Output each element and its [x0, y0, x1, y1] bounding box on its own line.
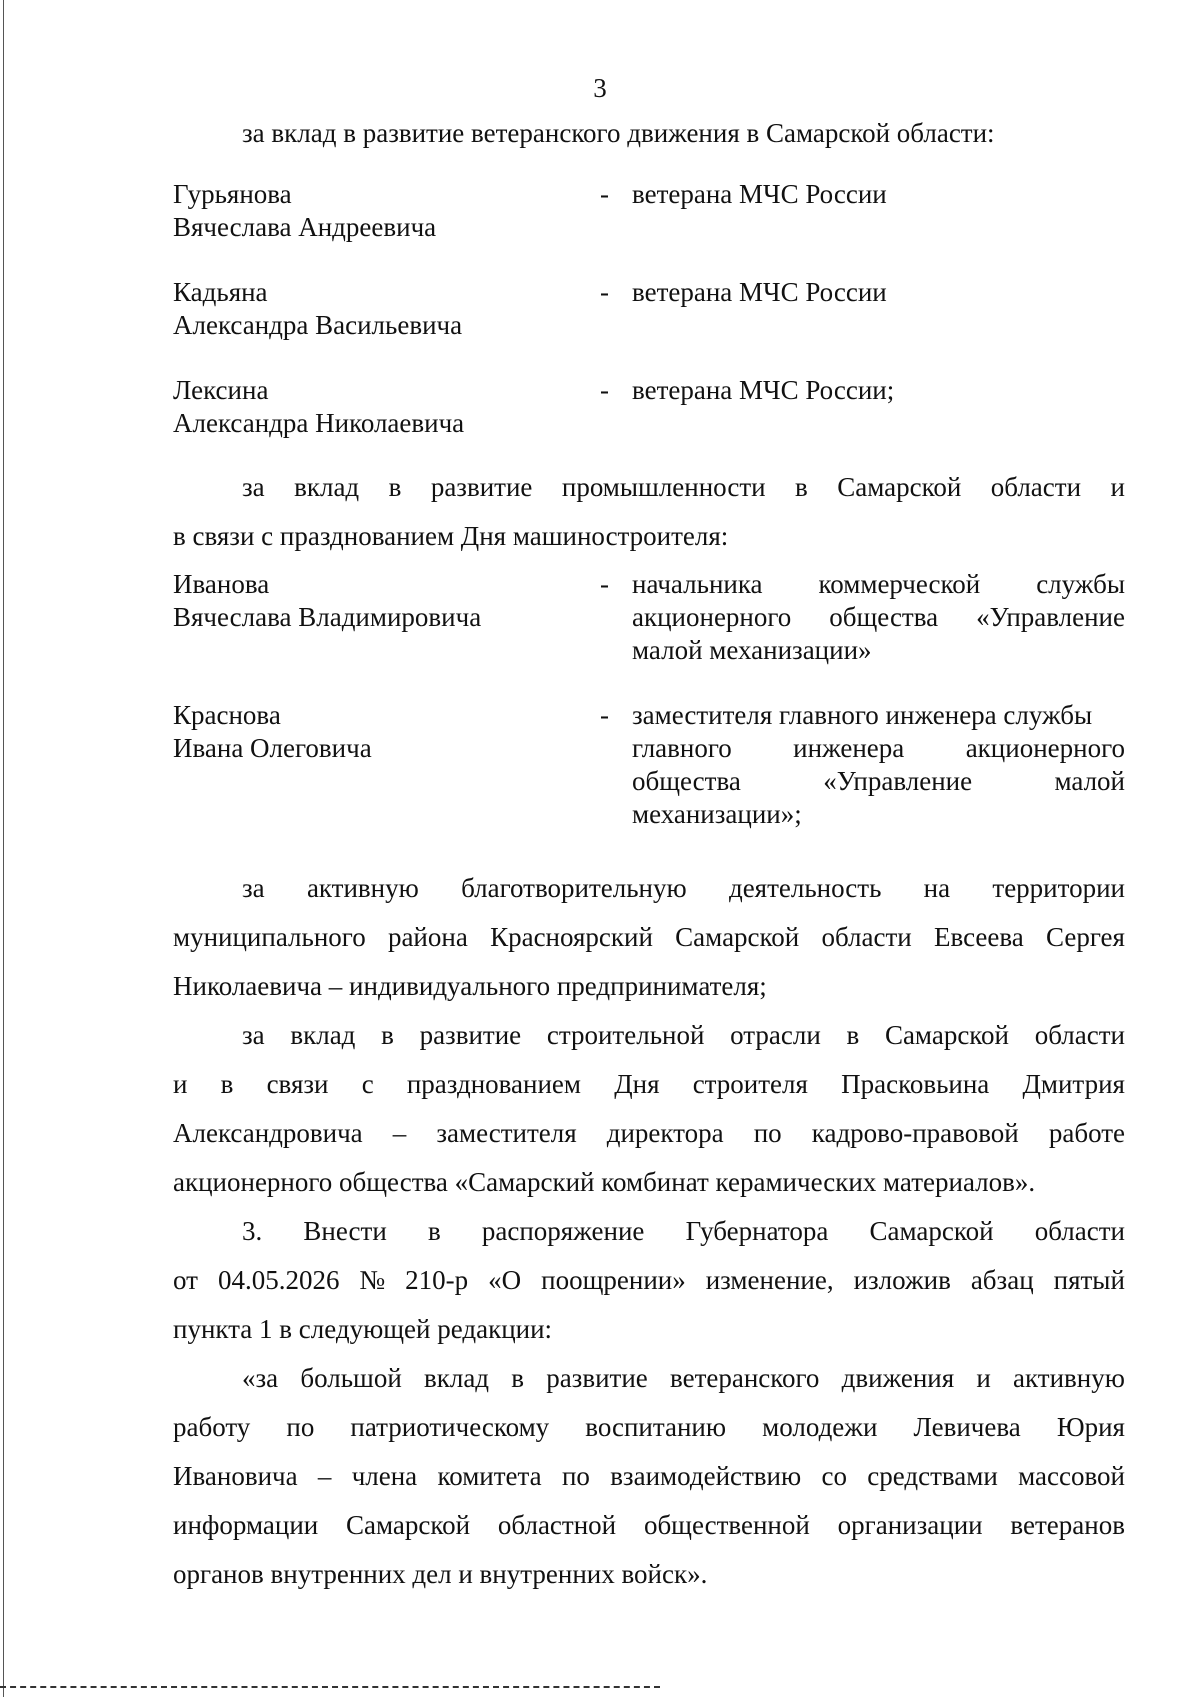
word: и [1110, 472, 1125, 502]
word: с [361, 1069, 374, 1099]
entry-name-line1: Лексина [173, 375, 269, 405]
word: в [427, 1216, 441, 1246]
paragraph-line [242, 872, 1125, 905]
word: 04.05.2026 [217, 1265, 340, 1295]
word: кадрово-правовой [811, 1118, 1019, 1148]
word: вклад [290, 1020, 356, 1050]
word: большой [300, 1363, 402, 1393]
word: Прасковьина [841, 1069, 990, 1099]
scan-edge-left [3, 0, 4, 1697]
entry-name-line2: Александра Николаевича [173, 408, 465, 438]
word: работу [173, 1412, 251, 1442]
word: Самарской [675, 922, 800, 952]
word: по [753, 1118, 782, 1148]
word: активную [1013, 1363, 1125, 1393]
section2-heading-line2: в связи с празднованием Дня машиностроителя: [173, 521, 729, 551]
entry-name-line2: Вячеслава Андреевича [173, 212, 437, 242]
word: Юрия [1056, 1412, 1125, 1442]
word: Самарской [837, 472, 962, 502]
paragraph-line: пункта 1 в следующей редакции: [173, 1314, 553, 1344]
word: благотворительную [461, 873, 687, 903]
paragraph-line [173, 1509, 1125, 1542]
word: директора [606, 1118, 724, 1148]
paragraph-line [173, 1264, 1125, 1297]
word: движения [841, 1363, 955, 1393]
word: развитие [546, 1363, 648, 1393]
word: воспитанию [585, 1412, 727, 1442]
paragraph-line [242, 1362, 1125, 1395]
word: главного [632, 733, 732, 763]
word: со [821, 1461, 847, 1491]
word: Дня [614, 1069, 660, 1099]
description-line: малой механизации» [632, 635, 872, 665]
word: 3. [242, 1216, 263, 1246]
word: Левичева [913, 1412, 1021, 1442]
word: ветеранов [1010, 1510, 1125, 1540]
word: области [821, 922, 912, 952]
word: промышленности [561, 472, 766, 502]
word: информации [173, 1510, 319, 1540]
entry-description: ветерана МЧС России; [632, 375, 895, 405]
word: по [561, 1461, 590, 1491]
description-line: механизации»; [632, 799, 802, 829]
word: в [220, 1069, 234, 1099]
word: акционерного [632, 602, 792, 632]
paragraph-line: акционерного общества «Самарский комбинат керамических материалов». [173, 1167, 1036, 1197]
word: взаимодействию [610, 1461, 802, 1491]
entry-name-line1: Краснова [173, 700, 281, 730]
word: общественной [643, 1510, 810, 1540]
description-line [632, 601, 1125, 634]
word: 210-р [405, 1265, 469, 1295]
entry-description [632, 699, 1125, 831]
word: массовой [1018, 1461, 1125, 1491]
paragraph-line [173, 1411, 1125, 1444]
word: и [173, 1069, 188, 1099]
word: средствами [867, 1461, 998, 1491]
word: за [242, 472, 265, 502]
word: Красноярский [490, 922, 653, 952]
word: территории [992, 873, 1125, 903]
word: от [173, 1265, 198, 1295]
scan-edge-bottom [0, 1686, 660, 1688]
word: № [359, 1265, 386, 1295]
word: заместителя [436, 1118, 577, 1148]
word: работе [1048, 1118, 1125, 1148]
entry-name-line2: Вячеслава Владимировича [173, 602, 482, 632]
word: областной [497, 1510, 617, 1540]
word: в [846, 1020, 860, 1050]
entry-description: ветерана МЧС России [632, 277, 887, 307]
paragraph-line: органов внутренних дел и внутренних войск». [173, 1559, 708, 1589]
word: малой [1054, 766, 1125, 796]
word: муниципального [173, 922, 366, 952]
word: за [242, 1020, 265, 1050]
word: активную [306, 873, 419, 903]
paragraph-line [242, 1215, 1125, 1248]
word: по [286, 1412, 315, 1442]
word: Самарской [869, 1216, 994, 1246]
entry-name-line2: Александра Васильевича [173, 310, 463, 340]
word: Губернатора [685, 1216, 829, 1246]
page-number: 3 [593, 73, 607, 103]
entry-dash: - [600, 700, 609, 730]
description-line [632, 568, 1125, 601]
word: организации [837, 1510, 983, 1540]
word: Самарской [346, 1510, 471, 1540]
word: инженера [793, 733, 905, 763]
description-line [632, 732, 1125, 765]
entry-name-line1: Гурьянова [173, 179, 292, 209]
word: ветеранского [670, 1363, 820, 1393]
paragraph-line [173, 921, 1125, 954]
word: молодежи [762, 1412, 878, 1442]
word: в [795, 472, 808, 502]
word: вклад [294, 472, 360, 502]
paragraph-line [242, 1019, 1125, 1052]
description-line: заместителя главного инженера службы [632, 700, 1093, 730]
word: «О [488, 1265, 522, 1295]
word: Сергея [1046, 922, 1125, 952]
word: в [511, 1363, 524, 1393]
paragraph-line: Николаевича – индивидуального предпринимателя; [173, 971, 767, 1001]
word: Александровича [173, 1118, 363, 1148]
word: пятый [1053, 1265, 1125, 1295]
entry-description [632, 568, 1125, 667]
word: в [388, 472, 402, 502]
word: Евсеева [934, 922, 1024, 952]
word: отрасли [730, 1020, 821, 1050]
word: области [990, 472, 1082, 502]
word: вклад [423, 1363, 490, 1393]
word: связи [266, 1069, 329, 1099]
word: распоряжение [481, 1216, 645, 1246]
word: начальника [632, 569, 763, 599]
word: изменение, [705, 1265, 834, 1295]
word: коммерческой [818, 569, 981, 599]
word: – [317, 1461, 332, 1491]
word: общества [829, 602, 939, 632]
word: области [1034, 1216, 1125, 1246]
word: празднованием [406, 1069, 582, 1099]
paragraph-line [173, 1117, 1125, 1150]
word: поощрении» [541, 1265, 686, 1295]
entry-description: ветерана МЧС России [632, 179, 887, 209]
word: Ивановича [173, 1461, 298, 1491]
word: за [242, 873, 265, 903]
description-line [632, 765, 1125, 798]
word: комитета [437, 1461, 542, 1491]
word: члена [351, 1461, 418, 1491]
word: строительной [546, 1020, 705, 1050]
word: изложив [853, 1265, 951, 1295]
paragraph-line [173, 1068, 1125, 1101]
word: патриотическому [350, 1412, 550, 1442]
entry-dash: - [600, 277, 609, 307]
word: Внести [303, 1216, 387, 1246]
word: службы [1036, 569, 1125, 599]
word: развитие [419, 1020, 522, 1050]
word: в [381, 1020, 394, 1050]
word: района [387, 922, 468, 952]
entry-name-line2: Ивана Олеговича [173, 733, 372, 763]
word: и [976, 1363, 991, 1393]
word: Дмитрия [1022, 1069, 1125, 1099]
entry-dash: - [600, 569, 609, 599]
word: «Управление [823, 766, 973, 796]
word: «Управление [976, 602, 1125, 632]
word: на [923, 873, 951, 903]
word: области [1034, 1020, 1125, 1050]
word: акционерного [965, 733, 1125, 763]
word: строителя [692, 1069, 808, 1099]
word: «за [242, 1363, 279, 1393]
word: развитие [430, 472, 533, 502]
word: – [392, 1118, 407, 1148]
word: деятельность [728, 873, 882, 903]
word: абзац [970, 1265, 1034, 1295]
paragraph-line [173, 1460, 1125, 1493]
word: общества [632, 766, 741, 796]
entry-dash: - [600, 179, 609, 209]
entry-name-line1: Иванова [173, 569, 270, 599]
word: Самарской [884, 1020, 1009, 1050]
entry-dash: - [600, 375, 609, 405]
entry-name-line1: Кадьяна [173, 277, 268, 307]
section2-heading-line1 [242, 471, 1125, 504]
section1-heading: за вклад в развитие ветеранского движения в Самарской области: [242, 118, 995, 148]
